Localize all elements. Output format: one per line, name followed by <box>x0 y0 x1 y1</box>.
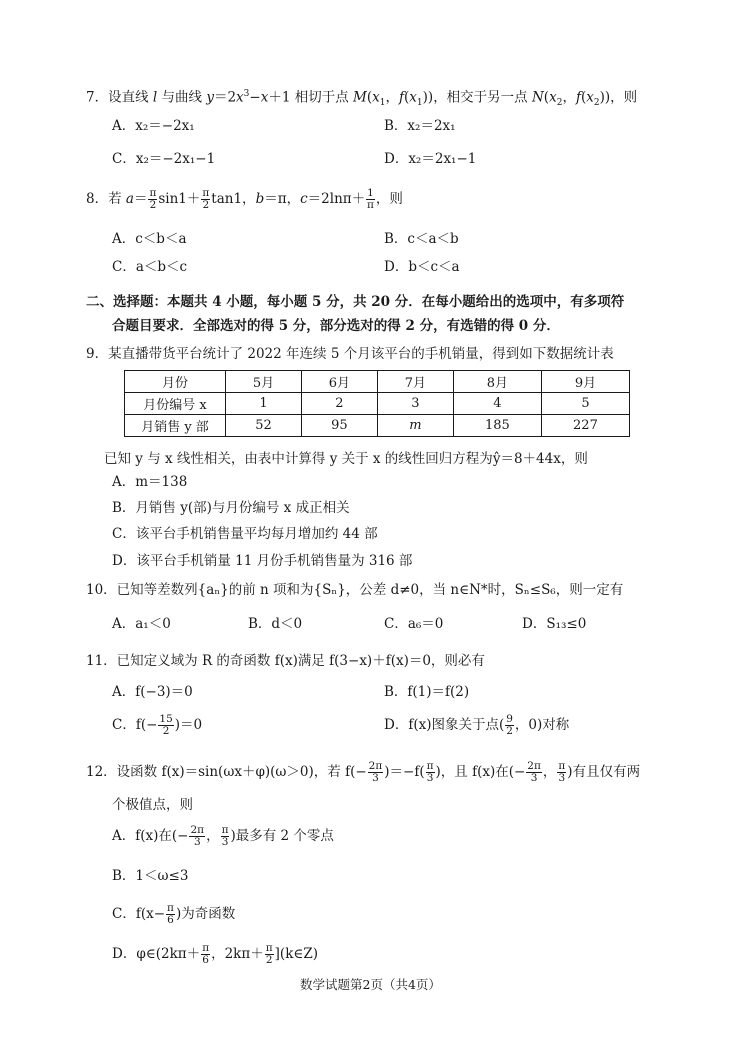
table-cell: 4 <box>453 393 541 415</box>
q7-stem-text: 相切于点 <box>290 89 354 106</box>
fraction: $\frac{15}{2}$ <box>159 713 173 737</box>
table-row <box>125 415 630 437</box>
fraction: $\frac{\pi}{3}$ <box>558 760 566 784</box>
q12-option-d-text: ](k∈Z) <box>274 946 319 962</box>
fraction: $\frac{\pi}{6}$ <box>202 942 210 966</box>
q12-stem-text: )，且 f(x)在(− <box>435 764 526 780</box>
q11-option-d-text: D．f(x)图象关于点( <box>384 717 505 733</box>
q9-given-text: 已知 y 与 x 线性相关，由表中计算得 y 关于 x 的线性回归方程为 <box>104 451 493 467</box>
fraction: $\frac{1}{\pi}$ <box>367 187 374 211</box>
q12-option-a-text: A．f(x)在(− <box>112 828 189 844</box>
q9-option-b: B．月销售 y(部)与月份编号 x 成正相关 <box>112 500 350 516</box>
q12-stem-text: 12．设函数 f(x)＝sin(ωx＋φ)(ω＞0)，若 f(− <box>86 764 367 780</box>
q8-suffix: ，则 <box>375 191 403 207</box>
q10-option-a: A．a₁＜0 <box>112 616 171 632</box>
q7-stem-text: ，相交于另一点 <box>433 89 532 106</box>
page-footer: 数学试题第2页（共4页） <box>300 977 441 992</box>
table-cell: 1 <box>226 393 302 415</box>
fraction: $\frac{2\pi}{3}$ <box>527 760 541 784</box>
fraction: $\frac{\pi}{3}$ <box>426 760 434 784</box>
q11-option-d-text: ，0)对称 <box>514 717 570 733</box>
table-cell: 5 <box>541 393 629 415</box>
table-cell: 2 <box>301 393 377 415</box>
q12-option-b: B．1＜ω≤3 <box>112 868 189 884</box>
table-cell: 7月 <box>377 371 453 393</box>
q9-option-c: C．该平台手机销售量平均每月增加约 44 部 <box>112 526 378 542</box>
q7-option-b: B．x₂＝2x₁ <box>384 118 456 134</box>
table-cell: 185 <box>453 415 541 437</box>
q12-option-c-text: C．f(x− <box>112 906 166 922</box>
q8-prefix: 8．若 <box>86 191 126 207</box>
fraction: $\frac{9}{2}$ <box>506 713 513 737</box>
q12-option-d-text: D．φ∈(2kπ＋ <box>112 946 201 962</box>
table-cell: 月份编号 x <box>125 393 226 415</box>
table-cell: 3 <box>377 393 453 415</box>
q11-option-b: B．f(1)＝f(2) <box>384 684 470 700</box>
table-cell: 月份 <box>125 371 226 393</box>
q8-option-d: D．b＜c＜a <box>384 259 460 275</box>
q11-stem: 11．已知定义域为 R 的奇函数 f(x)满足 f(3−x)＋f(x)＝0，则必有 <box>86 653 485 669</box>
table-row <box>125 393 630 415</box>
table-cell: 5月 <box>226 371 302 393</box>
q7-stem-text: 与曲线 <box>157 89 207 106</box>
table-cell: 52 <box>226 415 302 437</box>
q11-option-a: A．f(−3)＝0 <box>112 684 193 700</box>
fraction: $\frac{\pi}{3}$ <box>221 824 229 848</box>
q11-option-c <box>112 714 202 737</box>
q12-stem-text: )＝−f( <box>384 764 425 780</box>
q8-option-b: B．c＜a＜b <box>384 231 459 247</box>
q12-option-a <box>112 825 334 848</box>
fraction: $\frac{\pi}{6}$ <box>167 902 174 926</box>
table-cell: 95 <box>301 415 377 437</box>
table-cell: 月销售 y 部 <box>125 415 226 437</box>
q8-option-c: C．a＜b＜c <box>112 259 188 275</box>
table-row <box>125 371 630 393</box>
q9-option-a: A．m＝138 <box>112 474 188 490</box>
q12-option-d-text: ，2kπ＋ <box>211 946 264 962</box>
q7-option-c: C．x₂＝−2x₁−1 <box>112 151 216 167</box>
q9-given <box>104 449 588 469</box>
q11-option-c-text: C．f(− <box>112 717 158 733</box>
q9-regression-equation: ŷ＝8＋44x，则 <box>492 451 588 467</box>
q11-option-d <box>384 714 569 737</box>
q7-option-d: D．x₂＝2x₁−1 <box>384 151 477 167</box>
q12-stem-text: ， <box>542 764 557 780</box>
q12-stem <box>86 761 640 784</box>
q10-stem: 10．已知等差数列{aₙ}的前 n 项和为{Sₙ}，公差 d≠0，当 n∈N*时，Sₙ≤S₆，则一定有 <box>86 582 624 598</box>
fraction: $\frac{2\pi}{3}$ <box>368 760 383 784</box>
q8-option-a: A．c＜b＜a <box>112 231 187 247</box>
table-cell: 8月 <box>453 371 541 393</box>
table-cell: m <box>377 415 453 437</box>
fraction: $\frac{\pi}{2}$ <box>202 187 210 211</box>
q12-option-a-text: ， <box>206 828 220 844</box>
q7-stem-text: 7．设直线 <box>86 89 153 106</box>
q9-stem: 9．某直播带货平台统计了 2022 年连续 5 个月该平台的手机销量，得到如下数据统计表 <box>86 346 614 362</box>
q7-stem-text: ，则 <box>610 89 638 106</box>
q9-option-d: D．该平台手机销量 11 月份手机销售量为 316 部 <box>112 553 413 569</box>
fraction: $\frac{\pi}{2}$ <box>265 942 273 966</box>
q12-stem-cont: 个极值点，则 <box>112 797 193 813</box>
table-cell: 9月 <box>541 371 629 393</box>
q11-option-c-text: )＝0 <box>174 717 203 733</box>
q12-option-a-text: )最多有 2 个零点 <box>230 828 334 844</box>
q8-stem: 8．若 a＝ $\frac{\pi}{2}$ sin1＋ $\frac{\pi}{2}$ tan1，b＝π，c＝2lnπ＋ $\frac{1}{\pi}$ ，则 <box>86 187 403 211</box>
q9-data-table <box>124 370 630 437</box>
fraction: $\frac{2\pi}{3}$ <box>190 824 205 848</box>
section-2-heading-cont: 合题目要求．全部选对的得 5 分，部分选对的得 2 分，有选错的得 0 分． <box>112 318 560 334</box>
q12-option-c-text: )为奇函数 <box>175 906 236 922</box>
table-cell: 227 <box>541 415 629 437</box>
q12-option-c <box>112 903 235 926</box>
fraction: $\frac{\pi}{2}$ <box>149 187 157 211</box>
q10-option-c: C．a₆＝0 <box>384 616 444 632</box>
q12-stem-text: )有且仅有两 <box>567 764 641 780</box>
q10-option-d: D．S₁₃≤0 <box>522 616 587 632</box>
q7-stem: 7．设直线 l 与曲线 $y=2x^3-x+1$ 相切于点 $M(x_1$，$f(x_1)$)，相交于另一点 $N(x_2$，$f(x_2)$)，则 <box>86 89 638 109</box>
section-2-heading: 二、选择题：本题共 4 小题，每小题 5 分，共 20 分．在每小题给出的选项中，有多项符 <box>86 294 625 310</box>
q7-option-a: A．x₂＝−2x₁ <box>112 118 195 134</box>
q10-option-b: B．d＜0 <box>248 616 303 632</box>
q12-option-d <box>112 943 318 966</box>
table-cell: 6月 <box>301 371 377 393</box>
